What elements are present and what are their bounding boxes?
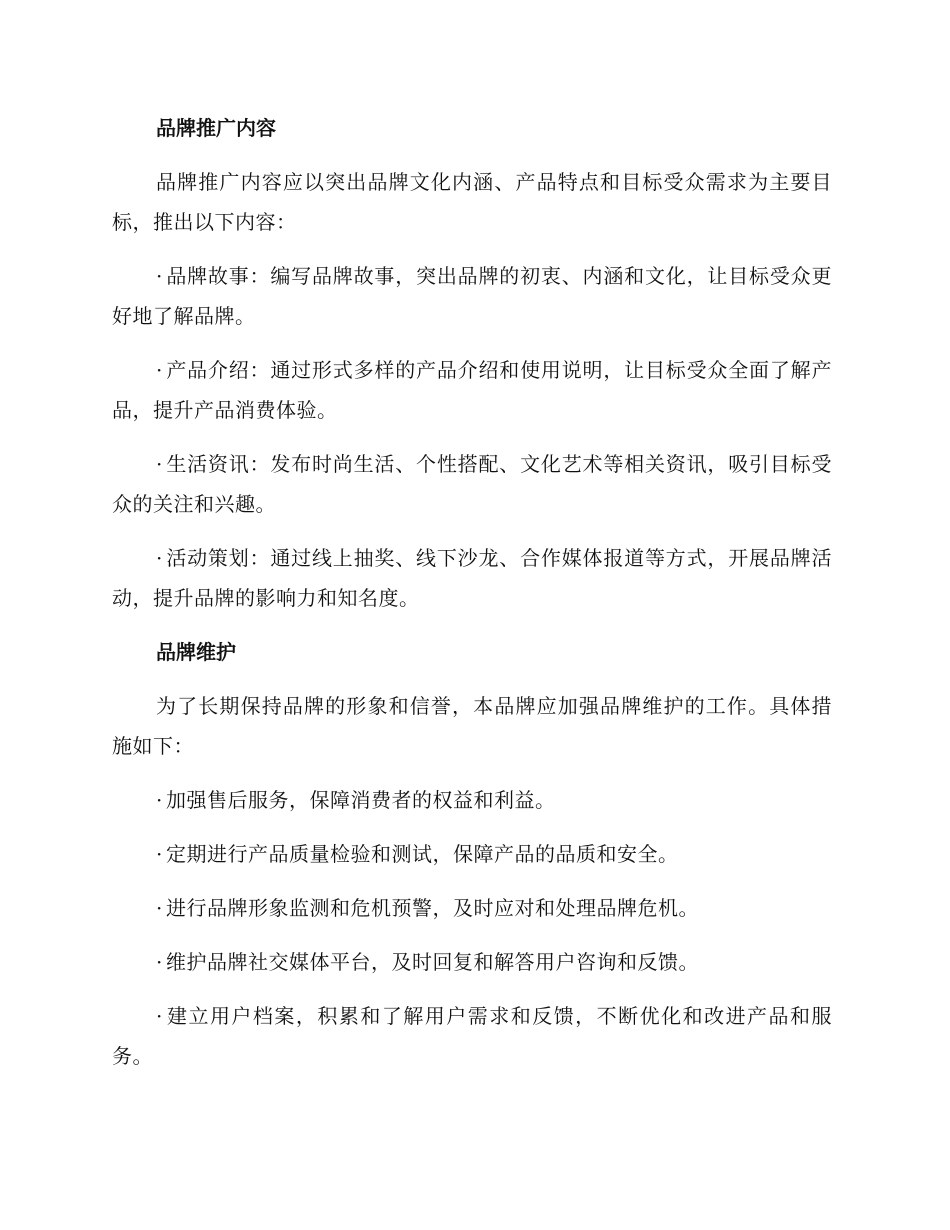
- document-body: [112, 108, 832, 1090]
- list-item-text: 进行品牌形象监测和危机预警，及时应对和处理品牌危机。: [166, 896, 699, 920]
- list-item-text: 活动策划：通过线上抽奖、线下沙龙、合作媒体报道等方式，开展品牌活动，提升品牌的影响力和知名度。: [112, 546, 832, 610]
- bullet-icon: ·: [156, 358, 163, 382]
- list-item-text: 产品介绍：通过形式多样的产品介绍和使用说明，让目标受众全面了解产品，提升产品消费体验。: [112, 358, 832, 422]
- bullet-icon: ·: [156, 546, 163, 570]
- list-item-text: 建立用户档案，积累和了解用户需求和反馈，不断优化和改进产品和服务。: [112, 1004, 832, 1068]
- list-item-text: 品牌故事：编写品牌故事，突出品牌的初衷、内涵和文化，让目标受众更好地了解品牌。: [112, 264, 832, 328]
- section-intro-maintenance: 为了长期保持品牌的形象和信誉，本品牌应加强品牌维护的工作。具体措施如下：: [112, 694, 832, 758]
- list-item-text: 加强售后服务，保障消费者的权益和利益。: [166, 788, 556, 812]
- bullet-icon: ·: [156, 452, 163, 476]
- list-item: [112, 942, 832, 982]
- list-item: [112, 256, 832, 336]
- list-item: [112, 538, 832, 618]
- bullet-icon: ·: [156, 788, 163, 812]
- list-item: [112, 780, 832, 820]
- list-item-text: 生活资讯：发布时尚生活、个性搭配、文化艺术等相关资讯，吸引目标受众的关注和兴趣。: [112, 452, 832, 516]
- list-item: [112, 888, 832, 928]
- list-item: [112, 996, 832, 1076]
- list-item-text: 定期进行产品质量检验和测试，保障产品的品质和安全。: [166, 842, 679, 866]
- bullet-icon: ·: [156, 950, 163, 974]
- bullet-icon: ·: [156, 896, 163, 920]
- bullet-icon: ·: [156, 1004, 163, 1028]
- list-item-text: 维护品牌社交媒体平台，及时回复和解答用户咨询和反馈。: [166, 950, 699, 974]
- bullet-icon: ·: [156, 264, 163, 288]
- section-heading-maintenance: 品牌维护: [156, 640, 236, 664]
- list-item: [112, 444, 832, 524]
- section-heading-promotion: 品牌推广内容: [156, 116, 276, 140]
- list-item: [112, 350, 832, 430]
- section-intro-promotion: 品牌推广内容应以突出品牌文化内涵、产品特点和目标受众需求为主要目标，推出以下内容：: [112, 170, 832, 234]
- list-item: [112, 834, 832, 874]
- bullet-icon: ·: [156, 842, 163, 866]
